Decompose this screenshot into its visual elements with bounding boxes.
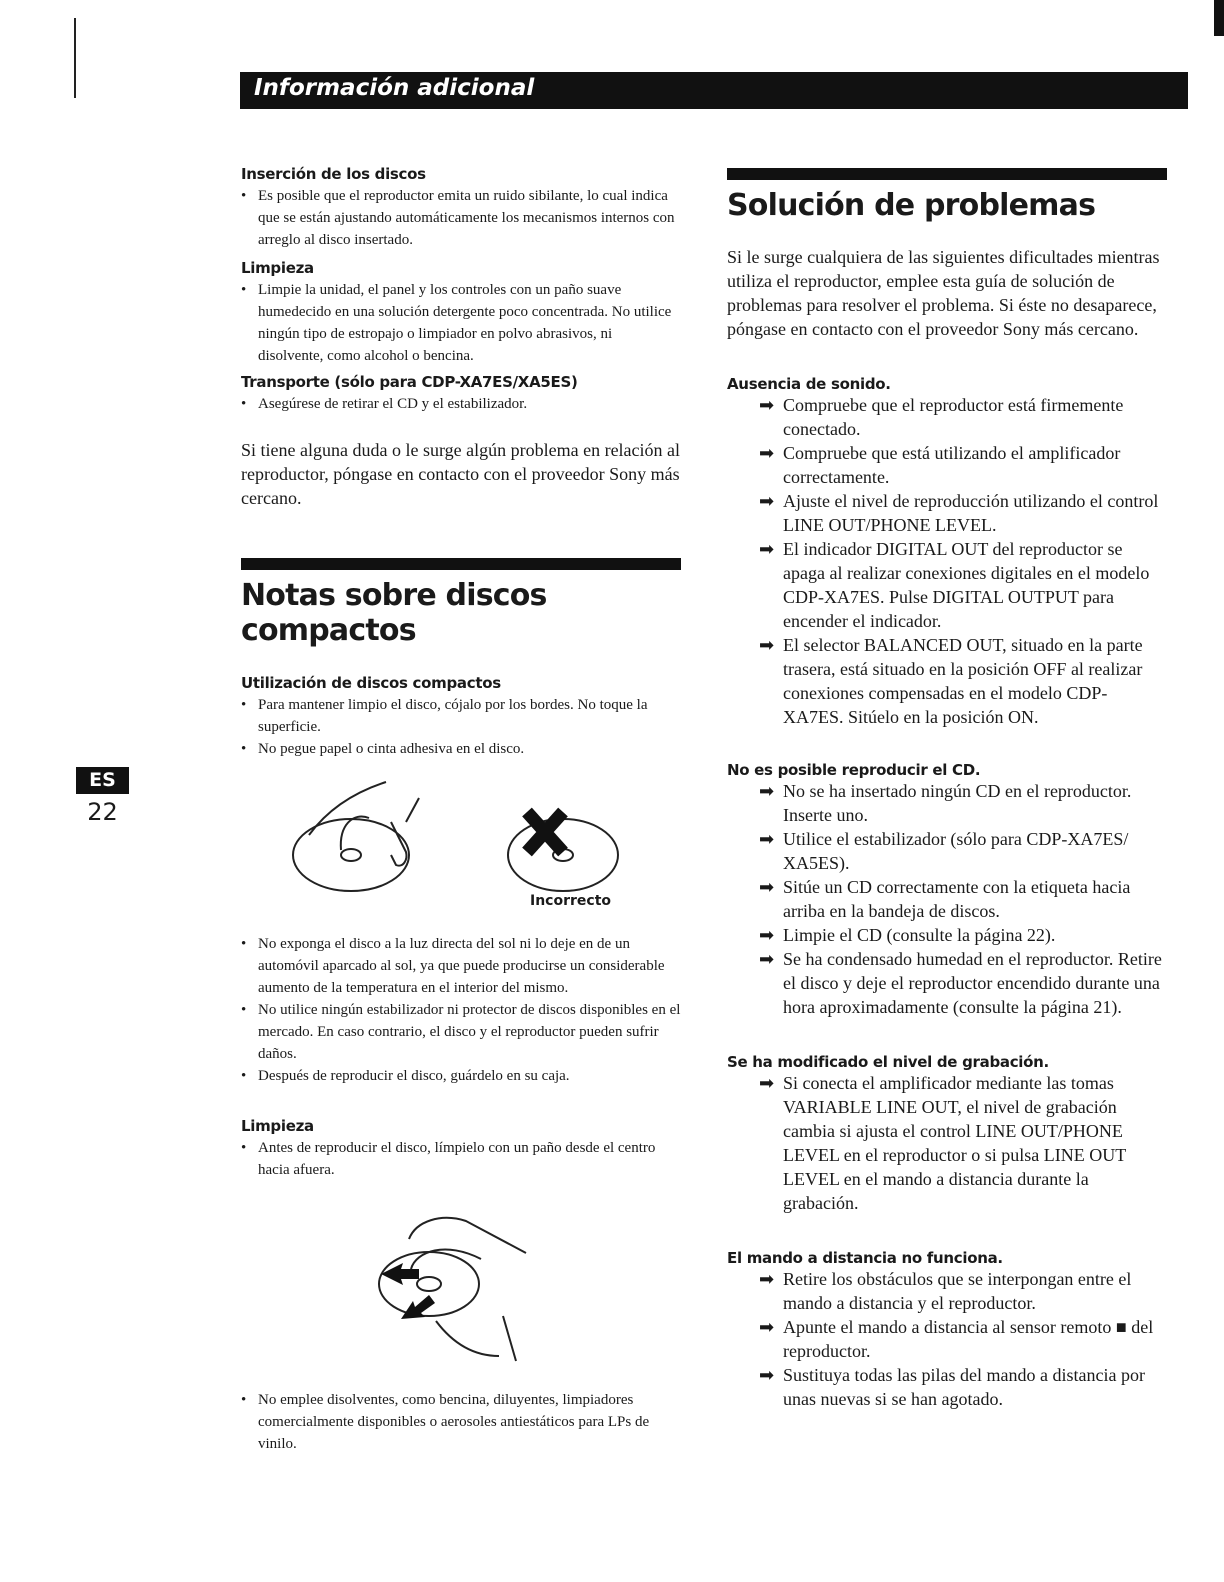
- disc-cleaning-heading: Limpieza: [241, 1117, 314, 1135]
- fix-item: ➡ No se ha insertado ningún CD en el reproductor. Inserte uno.: [759, 781, 1132, 825]
- problem-block: [727, 1053, 1167, 1215]
- list-item: • No exponga el disco a la luz directa del sol ni lo deje en de un automóvil aparcado al sol, ya que puede producirse un considerable aumento de la temperatura en el interior del mismo.: [241, 933, 681, 999]
- disc-handling-svg: [241, 760, 681, 925]
- fix-item: ➡ Sustituya todas las pilas del mando a distancia por unas nuevas si se han agotado.: [759, 1365, 1145, 1409]
- problem-block: [727, 1249, 1167, 1411]
- arrow-icon: ➡: [759, 635, 775, 655]
- disc-wiping-svg: [241, 1181, 681, 1381]
- list-item: • No utilice ningún estabilizador ni protector de discos disponibles en el mercado. En caso contrario, el disco y el reproductor pueden sufrir daños.: [241, 999, 681, 1065]
- disc-handling-illustration: [241, 760, 681, 925]
- arrow-icon: ➡: [759, 539, 775, 559]
- problem-heading: El mando a distancia no funciona.: [727, 1249, 1003, 1267]
- list-item: • Es posible que el reproductor emita un ruido sibilante, lo cual indica que se están ajustando automáticamente los mecanismos internos con arreglo al disco insertado.: [241, 185, 681, 251]
- problem-block: [727, 761, 1167, 1019]
- arrow-icon: ➡: [759, 925, 775, 945]
- fix-item: ➡ Si conecta el amplificador mediante las tomas VARIABLE LINE OUT, el nivel de grabación cambia si ajusta el control LINE OUT/PHONE LEVEL en el reproductor o si pulsa LINE OUT LEVEL en el mando a distancia durante la grabación.: [759, 1073, 1126, 1213]
- notes-title: Notas sobre discos compactos: [241, 578, 547, 648]
- arrow-icon: ➡: [759, 1269, 775, 1289]
- fix-item: ➡ Compruebe que el reproductor está firmemente conectado.: [759, 395, 1124, 439]
- problem-heading: Ausencia de sonido.: [727, 375, 891, 393]
- arrow-icon: ➡: [759, 829, 775, 849]
- section-header-bar: [240, 72, 1188, 109]
- fix-item: ➡ El selector BALANCED OUT, situado en la parte trasera, está situado en la posición OFF al realizar conexiones compensadas en el modelo CDP-XA7ES. Sitúelo en la posición ON.: [759, 635, 1143, 727]
- arrow-icon: ➡: [759, 781, 775, 801]
- page-number: 22: [87, 798, 118, 826]
- list-item: • Para mantener limpio el disco, cójalo por los bordes. No toque la superficie.: [241, 694, 681, 738]
- arrow-icon: ➡: [759, 949, 775, 969]
- fix-item: ➡ Sitúe un CD correctamente con la etiqueta hacia arriba en la bandeja de discos.: [759, 877, 1131, 921]
- incorrect-label: Incorrecto: [530, 893, 612, 909]
- binding-line: [74, 18, 76, 98]
- language-tab: ES: [76, 767, 129, 794]
- transport-heading: Transporte (sólo para CDP-XA7ES/XA5ES): [241, 373, 578, 391]
- fix-item: ➡ El indicador DIGITAL OUT del reproductor se apaga al realizar conexiones digitales en el modelo CDP-XA7ES. Pulse DIGITAL OUTPUT para encender el indicador.: [759, 539, 1150, 631]
- fix-item: ➡ Apunte el mando a distancia al sensor remoto ■ del reproductor.: [759, 1317, 1154, 1361]
- arrow-icon: ➡: [759, 1365, 775, 1385]
- solvent-list: [241, 1389, 681, 1455]
- arrow-icon: ➡: [759, 1317, 775, 1337]
- list-item: • Después de reproducir el disco, guárdelo en su caja.: [241, 1065, 681, 1087]
- section-header-title: Información adicional: [254, 75, 535, 101]
- section-rule: [241, 558, 681, 570]
- arrow-icon: ➡: [759, 877, 775, 897]
- list-item: • Limpie la unidad, el panel y los controles con un paño suave humedecido en una solución detergente poco concentrada. No utilice ningún tipo de estropajo o limpiador en polvo abrasivos, ni disolvente, como alcohol o bencina.: [241, 279, 681, 367]
- troubleshooting-title: Solución de problemas: [727, 188, 1096, 223]
- troubleshooting-intro: Si le surge cualquiera de las siguientes dificultades mientras utiliza el reproductor, emplee esta guía de solución de problemas para resolver el problema. Si éste no desaparece, póngase en contacto con el proveedor Sony más cercano.: [727, 247, 1160, 339]
- list-item: • No emplee disolventes, como bencina, diluyentes, limpiadores comercialmente disponibles o aerosoles antiestáticos para LPs de vinilo.: [241, 1389, 681, 1455]
- left-column: [241, 165, 681, 1455]
- usage-list: [241, 694, 681, 760]
- cleaning-heading: Limpieza: [241, 259, 314, 277]
- contact-paragraph: Si tiene alguna duda o le surge algún problema en relación al reproductor, póngase en contacto con el proveedor Sony más cercano.: [241, 440, 681, 508]
- arrow-icon: ➡: [759, 1073, 775, 1093]
- transport-list: [241, 393, 681, 415]
- section-rule: [727, 168, 1167, 180]
- cleaning-list: [241, 279, 681, 367]
- right-column: [727, 168, 1167, 1411]
- arrow-icon: ➡: [759, 395, 775, 415]
- list-item: • No pegue papel o cinta adhesiva en el disco.: [241, 738, 681, 760]
- fix-item: ➡ Se ha condensado humedad en el reproductor. Retire el disco y deje el reproductor encendido durante una hora aproximadamente (consulte la página 21).: [759, 949, 1162, 1017]
- incorrect-x-icon: [527, 812, 563, 852]
- fix-item: ➡ Utilice el estabilizador (sólo para CDP-XA7ES/ XA5ES).: [759, 829, 1129, 873]
- disc-cleaning-list: [241, 1137, 681, 1181]
- disc-care-list: [241, 933, 681, 1087]
- disc-wiping-illustration: [241, 1181, 681, 1381]
- problem-block: [727, 375, 1167, 729]
- problem-heading: No es posible reproducir el CD.: [727, 761, 981, 779]
- fix-item: ➡ Ajuste el nivel de reproducción utilizando el control LINE OUT/PHONE LEVEL.: [759, 491, 1159, 535]
- insertion-heading: Inserción de los discos: [241, 165, 426, 183]
- usage-heading: Utilización de discos compactos: [241, 674, 501, 692]
- problem-heading: Se ha modificado el nivel de grabación.: [727, 1053, 1049, 1071]
- arrow-icon: ➡: [759, 491, 775, 511]
- list-item: • Asegúrese de retirar el CD y el estabilizador.: [241, 393, 681, 415]
- fix-item: ➡ Retire los obstáculos que se interpongan entre el mando a distancia y el reproductor.: [759, 1269, 1132, 1313]
- fix-item: ➡ Limpie el CD (consulte la página 22).: [759, 925, 1056, 945]
- corner-mark: [1214, 0, 1224, 36]
- insertion-list: [241, 185, 681, 251]
- fix-item: ➡ Compruebe que está utilizando el amplificador correctamente.: [759, 443, 1121, 487]
- list-item: • Antes de reproducir el disco, límpielo con un paño desde el centro hacia afuera.: [241, 1137, 681, 1181]
- arrow-icon: ➡: [759, 443, 775, 463]
